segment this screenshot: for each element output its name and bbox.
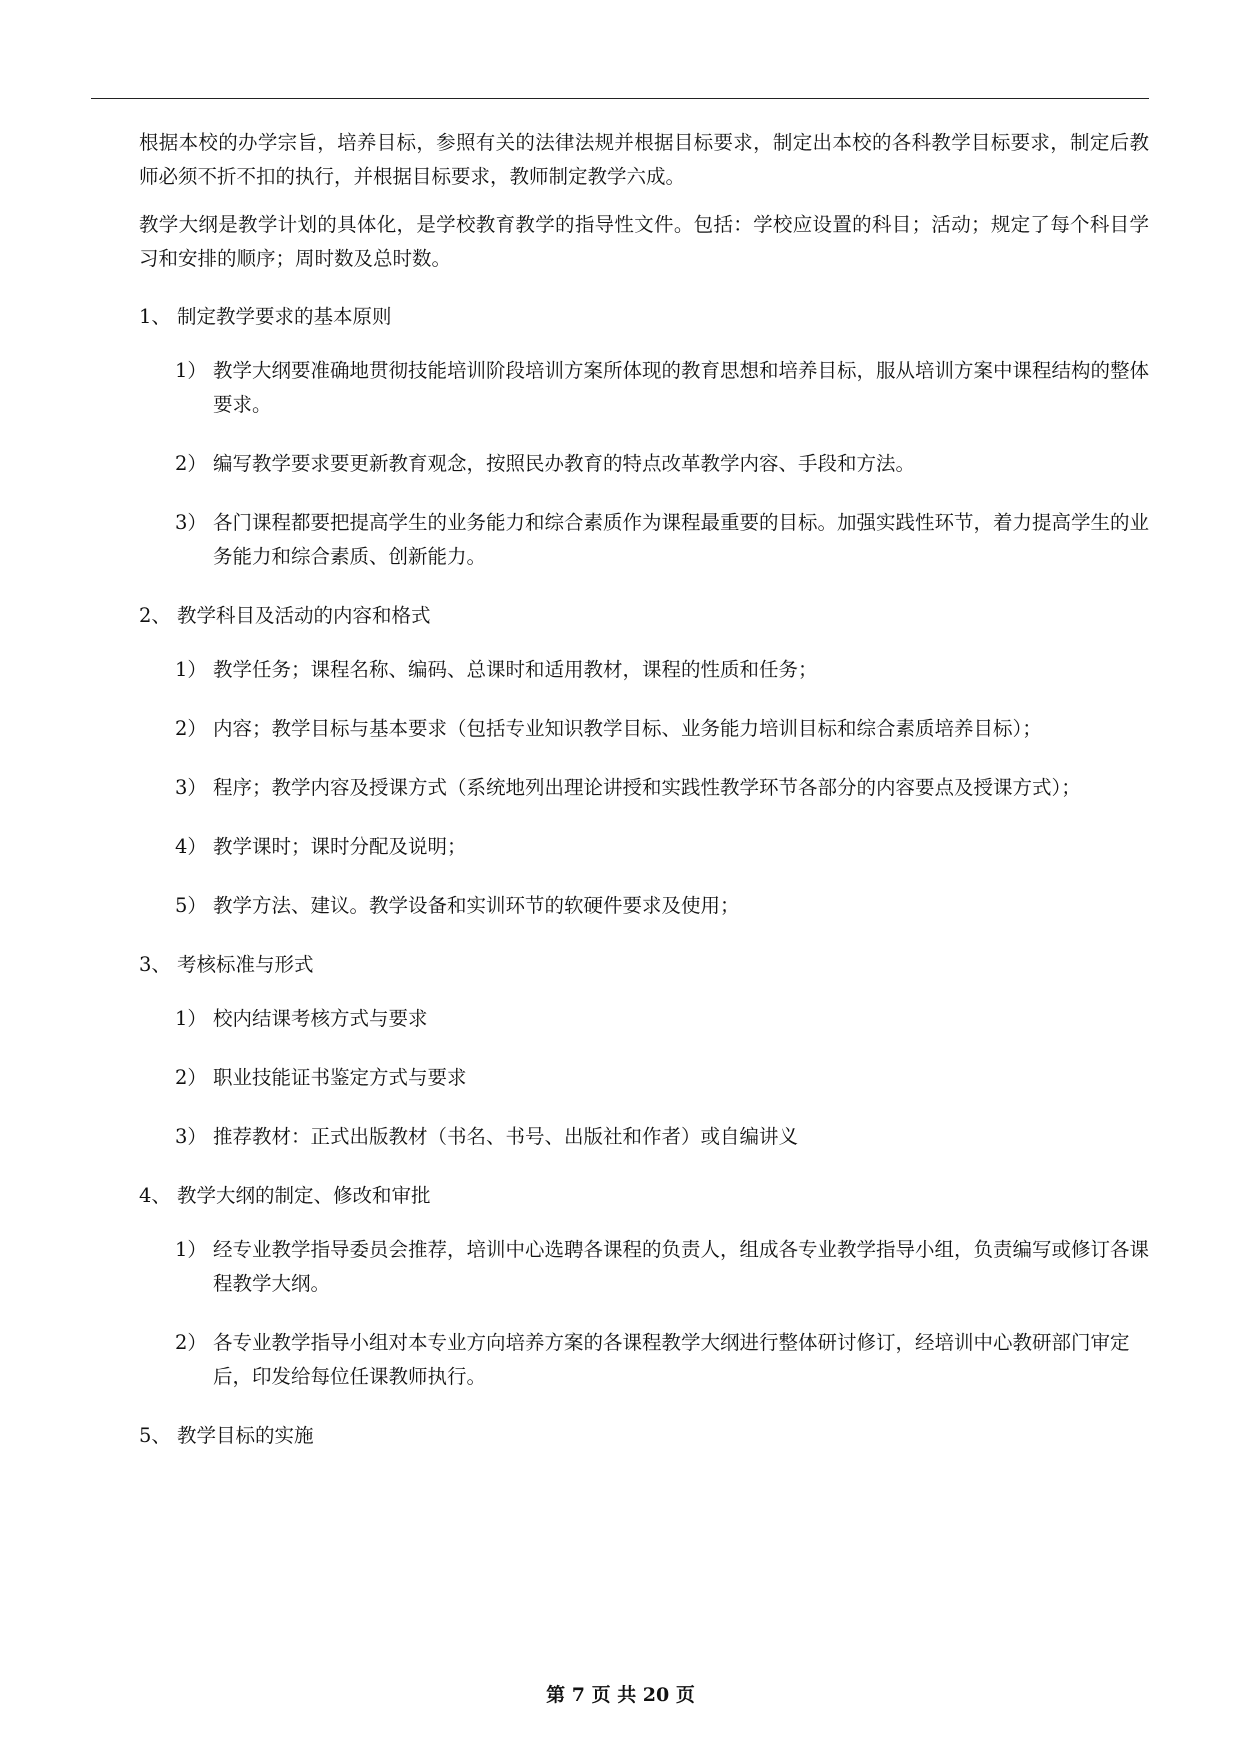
intro-paragraph: 教学大纲是教学计划的具体化，是学校教育教学的指导性文件。包括：学校应设置的科目；活动；规定了每个科目学习和安排的顺序；周时数及总时数。 [139,213,1149,270]
section-heading [139,1419,1149,1453]
section-title: 考核标准与形式 [177,953,314,976]
list-item [175,354,1149,422]
item-number: 3） [175,511,207,534]
item-text: 经专业教学指导委员会推荐，培训中心选聘各课程的负责人，组成各专业教学指导小组，负责编写或修订各课程教学大纲。 [213,1238,1150,1295]
section-title: 教学大纲的制定、修改和审批 [177,1184,431,1207]
item-text: 各专业教学指导小组对本专业方向培养方案的各课程教学大纲进行整体研讨修订，经培训中心教研部门审定后，印发给每位任课教师执行。 [213,1331,1130,1388]
item-number: 2） [175,1331,207,1354]
section-heading [139,1179,1149,1213]
section-heading [139,599,1149,633]
section-number: 1、 [139,305,171,328]
item-number: 3） [175,776,207,799]
section-number: 3、 [139,953,171,976]
list-item [175,1061,1149,1095]
list-item [175,1120,1149,1154]
list-item [175,447,1149,481]
list-item [175,771,1149,805]
page-number-footer: 第 7 页 共 20 页 [546,1684,695,1706]
section-number: 2、 [139,604,171,627]
item-text: 各门课程都要把提高学生的业务能力和综合素质作为课程最重要的目标。加强实践性环节，着力提高学生的业务能力和综合素质、创新能力。 [213,511,1150,568]
item-number: 2） [175,452,207,475]
item-text: 内容；教学目标与基本要求（包括专业知识教学目标、业务能力培训目标和综合素质培养目标）； [213,717,1042,740]
item-number: 5） [175,894,207,917]
list-item [175,712,1149,746]
item-text: 教学课时；课时分配及说明； [213,835,467,858]
item-text: 教学任务；课程名称、编码、总课时和适用教材，课程的性质和任务； [213,658,818,681]
list-item [175,1326,1149,1394]
list-item [175,653,1149,687]
list-item [175,1002,1149,1036]
item-text: 推荐教材：正式出版教材（书名、书号、出版社和作者）或自编讲义 [213,1125,799,1148]
header-rule [91,98,1149,99]
item-number: 1） [175,1238,207,1261]
item-number: 4） [175,835,207,858]
section-heading [139,300,1149,334]
item-text: 教学大纲要准确地贯彻技能培训阶段培训方案所体现的教育思想和培养目标，服从培训方案中课程结构的整体要求。 [213,359,1150,416]
item-number: 3） [175,1125,207,1148]
item-number: 2） [175,717,207,740]
list-item [175,830,1149,864]
list-item [175,506,1149,574]
item-text: 编写教学要求要更新教育观念，按照民办教育的特点改革教学内容、手段和方法。 [213,452,916,475]
section-title: 教学目标的实施 [177,1424,314,1447]
item-text: 教学方法、建议。教学设备和实训环节的软硬件要求及使用； [213,894,740,917]
item-text: 职业技能证书鉴定方式与要求 [213,1066,467,1089]
intro-paragraph: 根据本校的办学宗旨，培养目标，参照有关的法律法规并根据目标要求，制定出本校的各科教学目标要求，制定后教师必须不折不扣的执行，并根据目标要求，教师制定教学六成。 [139,131,1149,188]
item-number: 2） [175,1066,207,1089]
list-item [175,1233,1149,1301]
section-number: 4、 [139,1184,171,1207]
item-number: 1） [175,658,207,681]
item-number: 1） [175,359,207,382]
item-number: 1） [175,1007,207,1030]
item-text: 校内结课考核方式与要求 [213,1007,428,1030]
section-number: 5、 [139,1424,171,1447]
document-body [139,126,1149,1473]
section-title: 制定教学要求的基本原则 [177,305,392,328]
item-text: 程序；教学内容及授课方式（系统地列出理论讲授和实践性教学环节各部分的内容要点及授课方式）； [213,776,1081,799]
section-heading [139,948,1149,982]
section-title: 教学科目及活动的内容和格式 [177,604,431,627]
list-item [175,889,1149,923]
